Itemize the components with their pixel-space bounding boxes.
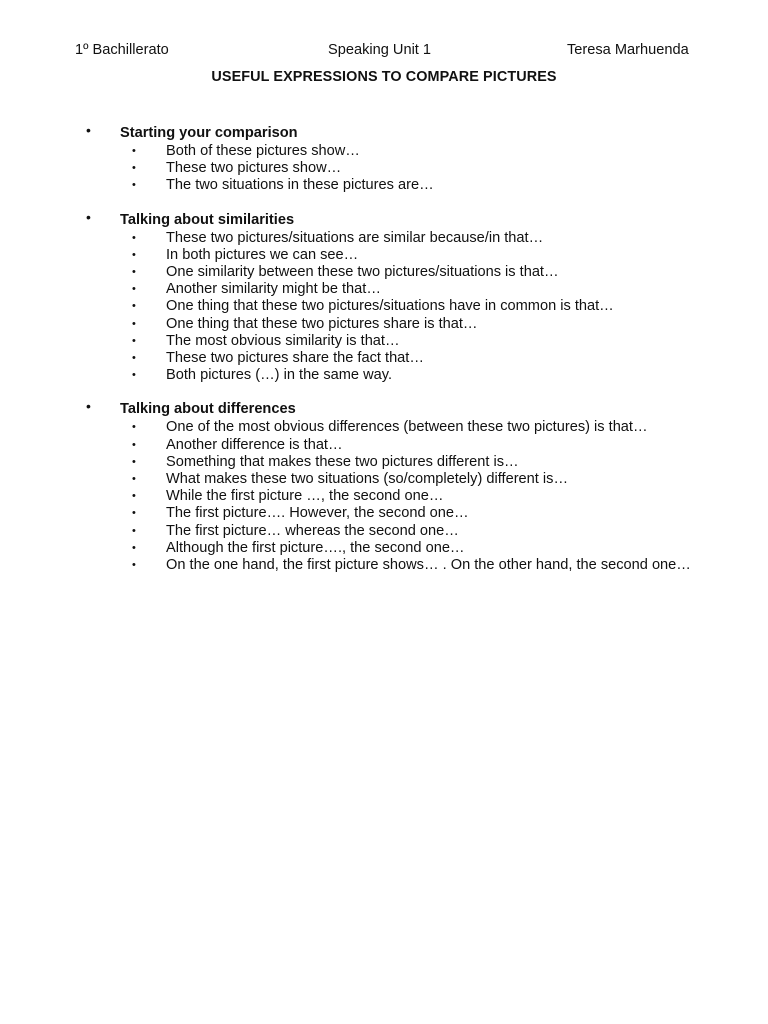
list-item-text: Both pictures (…) in the same way. — [166, 367, 393, 384]
list-item — [0, 316, 768, 333]
bullet-icon: • — [132, 352, 136, 365]
list-item — [0, 333, 768, 350]
list-item-text: One thing that these two pictures share is that… — [166, 315, 478, 332]
list-item — [0, 488, 768, 505]
bullet-icon: • — [132, 283, 136, 296]
bullet-icon: • — [86, 398, 91, 415]
list-item — [0, 505, 768, 522]
list-item-text: Another difference is that… — [166, 436, 343, 453]
list-item — [0, 143, 768, 160]
section-title: Talking about differences — [120, 401, 296, 418]
list-item — [0, 471, 768, 488]
list-item-text: These two pictures show… — [166, 160, 342, 177]
list-item-text: The first picture… whereas the second one… — [166, 522, 459, 539]
list-item — [0, 350, 768, 367]
list-item — [0, 177, 768, 194]
list-item — [0, 247, 768, 264]
author-name: Teresa Marhuenda — [567, 42, 689, 58]
bullet-icon: • — [132, 248, 136, 261]
list-item-text: The two situations in these pictures are… — [166, 177, 434, 194]
bullet-icon: • — [132, 179, 136, 192]
bullet-icon: • — [86, 122, 91, 138]
document-title: USEFUL EXPRESSIONS TO COMPARE PICTURES — [211, 69, 557, 85]
list-item-text: The most obvious similarity is that… — [166, 332, 400, 349]
list-item-text: Both of these pictures show… — [166, 143, 360, 159]
expression-list — [0, 143, 768, 195]
bullet-icon: • — [132, 455, 136, 468]
bullet-icon: • — [132, 162, 136, 175]
list-item — [0, 437, 768, 454]
list-item-text: Something that makes these two pictures different is… — [166, 453, 519, 470]
list-item — [0, 298, 768, 315]
bullet-icon: • — [86, 208, 91, 225]
section-heading — [0, 122, 768, 143]
sections-list — [0, 122, 768, 591]
list-item-text: What makes these two situations (so/completely) different is… — [166, 471, 569, 488]
bullet-icon: • — [132, 438, 136, 451]
bullet-icon: • — [132, 231, 136, 244]
list-item-text: Although the first picture…., the second one… — [166, 539, 465, 556]
list-item-text: While the first picture …, the second one… — [166, 488, 444, 505]
unit-label: Speaking Unit 1 — [328, 42, 432, 58]
list-item — [0, 523, 768, 540]
list-item-text: These two pictures/situations are similar because/in that… — [166, 229, 544, 246]
bullet-icon: • — [132, 559, 136, 572]
bullet-icon: • — [132, 300, 136, 313]
list-item — [0, 419, 768, 436]
list-item-text: Another similarity might be that… — [166, 281, 381, 298]
list-item — [0, 557, 768, 574]
list-item-text: One of the most obvious differences (between these two pictures) is that… — [166, 419, 648, 436]
list-item-text: On the one hand, the first picture shows… . On the other hand, the second one… — [166, 557, 691, 574]
list-item-text: One thing that these two pictures/situations have in common is that… — [166, 298, 614, 315]
section-differences — [0, 398, 768, 574]
section-heading — [0, 208, 768, 230]
bullet-icon: • — [132, 334, 136, 347]
page-header — [0, 42, 768, 62]
bullet-icon: • — [132, 421, 136, 434]
bullet-icon: • — [132, 524, 136, 537]
bullet-icon: • — [132, 541, 136, 554]
list-item-text: One similarity between these two pictures/situations is that… — [166, 264, 559, 281]
list-item — [0, 540, 768, 557]
list-item-text: In both pictures we can see… — [166, 246, 359, 263]
list-item — [0, 454, 768, 471]
bullet-icon: • — [132, 369, 136, 382]
list-item — [0, 281, 768, 298]
list-item — [0, 367, 768, 384]
list-item-text: The first picture…. However, the second one… — [166, 505, 469, 522]
expression-list — [0, 230, 768, 385]
expression-list — [0, 419, 768, 574]
section-heading — [0, 398, 768, 419]
course-label: 1º Bachillerato — [75, 42, 169, 58]
bullet-icon: • — [132, 473, 136, 486]
list-item — [0, 264, 768, 281]
bullet-icon: • — [132, 507, 136, 520]
bullet-icon: • — [132, 317, 136, 330]
section-similarities — [0, 208, 768, 385]
section-title: Starting your comparison — [120, 125, 298, 141]
section-title: Talking about similarities — [120, 211, 295, 228]
bullet-icon: • — [132, 490, 136, 503]
section-starting-comparison — [0, 122, 768, 195]
list-item — [0, 160, 768, 177]
bullet-icon: • — [132, 145, 136, 157]
list-item-text: These two pictures share the fact that… — [166, 350, 424, 367]
bullet-icon: • — [132, 266, 136, 279]
list-item — [0, 230, 768, 247]
